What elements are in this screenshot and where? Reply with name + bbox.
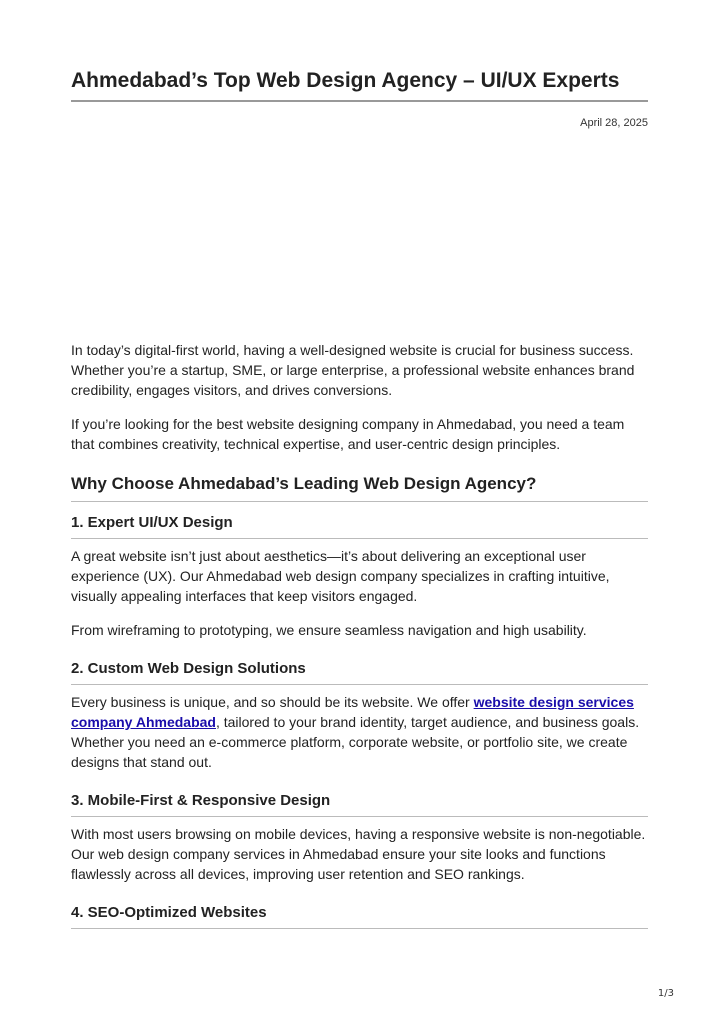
intro-paragraph-2: If you’re looking for the best website designing company in Ahmedabad, you need a team that combines creativity, technical expertise, and user-centric design principles. xyxy=(71,416,625,452)
page-number: 1/3 xyxy=(657,988,674,999)
section-4-title: 4. SEO-Optimized Websites xyxy=(71,892,648,929)
section-2-text-after: , tailored to your brand identity, target audience, and business goals. Whether you need an e-commerce platform, corporate website, or portfolio site, we create designs that stand out. xyxy=(71,714,640,770)
article-title: Ahmedabad’s Top Web Design Agency – UI/UX Experts xyxy=(71,69,620,92)
section-1-paragraph-2: From wireframing to prototyping, we ensure seamless navigation and high usability. xyxy=(71,622,587,638)
section-heading: Why Choose Ahmedabad’s Leading Web Design Agency? xyxy=(71,472,648,502)
article-date: April 28, 2025 xyxy=(580,117,648,129)
article-content xyxy=(71,340,648,929)
website-design-services-link[interactable]: website design services company Ahmedabad xyxy=(71,694,634,730)
section-3-paragraph: With most users browsing on mobile devices, having a responsive website is non-negotiable. Our web design company services in Ahmedabad ensure your site looks and functions flawlessly across all devices, improving user retention and SEO rankings. xyxy=(71,826,646,882)
blank-image-area xyxy=(71,142,648,332)
intro-paragraph-1: In today’s digital-first world, having a well-designed website is crucial for business success. Whether you’re a startup, SME, or large enterprise, a professional website enhances brand credibility, engages visitors, and drives conversions. xyxy=(71,342,635,398)
section-2-paragraph xyxy=(71,692,648,772)
section-2-title: 2. Custom Web Design Solutions xyxy=(71,648,648,685)
title-divider xyxy=(71,100,648,102)
section-1-title: 1. Expert UI/UX Design xyxy=(71,502,648,539)
section-2-text-before: Every business is unique, and so should be its website. We offer xyxy=(71,694,474,710)
section-1-paragraph-1: A great website isn’t just about aesthetics—it’s about delivering an exceptional user experience (UX). Our Ahmedabad web design company specializes in crafting intuitive, visually appealing interfaces that keep visitors engaged. xyxy=(71,548,610,604)
section-3-body xyxy=(71,817,648,884)
section-1-body xyxy=(71,539,648,640)
section-2-body xyxy=(71,685,648,772)
section-3-title: 3. Mobile-First & Responsive Design xyxy=(71,780,648,817)
